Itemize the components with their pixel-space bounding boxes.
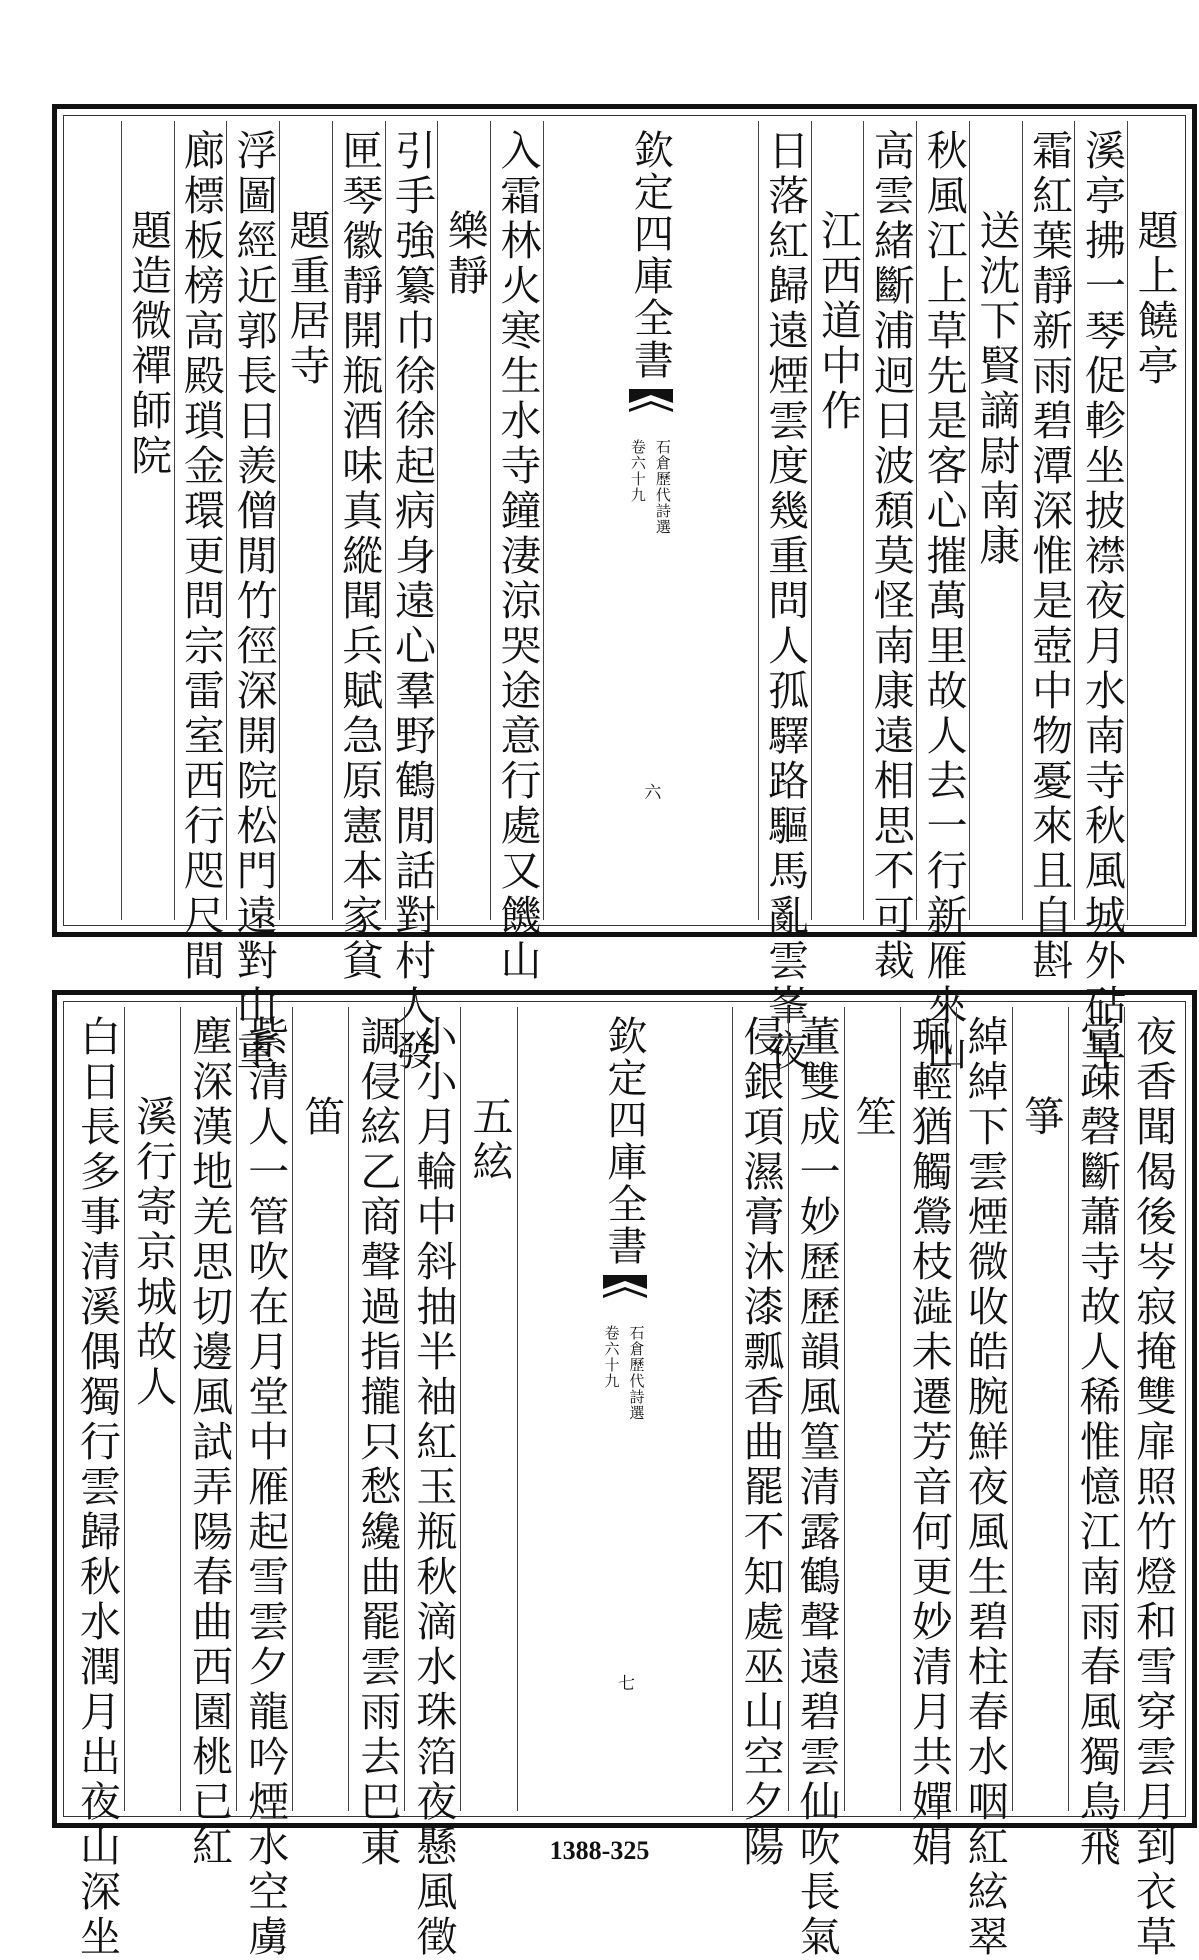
verse-line: 紫清人一管吹在月堂中雁起雪雲夕龍吟煙水空虜 bbox=[241, 1015, 290, 1960]
text-column bbox=[788, 1007, 844, 1960]
verse-line: 秋風江上草先是客心摧萬里故人去一行新雁來山 bbox=[919, 129, 968, 1074]
collection-caption bbox=[602, 1325, 648, 1421]
text-column bbox=[732, 1007, 788, 1870]
poem-title: 題上饒亭 bbox=[1130, 209, 1179, 389]
center-fold-column bbox=[543, 121, 758, 920]
poem-title-column bbox=[279, 121, 332, 920]
poem-title: 笛 bbox=[297, 1095, 346, 1140]
book-title: 欽定四庫全書 bbox=[627, 129, 674, 381]
poem-title-column bbox=[124, 1007, 180, 1811]
poem-title-column bbox=[460, 1007, 516, 1811]
text-column bbox=[236, 1007, 292, 1960]
text-column bbox=[69, 121, 121, 920]
leaf-number: 七 bbox=[614, 1674, 634, 1691]
center-fold-column bbox=[517, 1007, 732, 1811]
poem-title-column bbox=[437, 121, 490, 920]
poem-title: 笙 bbox=[848, 1095, 897, 1140]
text-column bbox=[1074, 121, 1127, 1074]
volume-number: 卷六十九 bbox=[602, 1325, 621, 1389]
verse-line: 廊標板榜高殿瑣金環更問宗雷室西行咫尺間 bbox=[176, 129, 225, 984]
poem-title-column bbox=[844, 1007, 900, 1811]
text-column bbox=[863, 121, 916, 984]
fish-tail-ornament-icon bbox=[603, 1275, 647, 1305]
poem-title-column bbox=[1012, 1007, 1068, 1811]
poem-title: 題造微禪師院 bbox=[124, 209, 173, 479]
verse-line: 堂疎磬斷蕭寺故人稀惟憶江南雨春風獨鳥飛 bbox=[1072, 1015, 1121, 1870]
page-number: 1388-325 bbox=[549, 1836, 650, 1865]
poem-title-column bbox=[292, 1007, 348, 1811]
text-column bbox=[1124, 1007, 1180, 1960]
text-column bbox=[69, 1007, 124, 1960]
verse-line: 綽綽下雲煙微收皓腕鮮夜風生碧柱春水咽紅絃翠 bbox=[960, 1015, 1009, 1960]
book-title: 欽定四庫全書 bbox=[601, 1015, 647, 1267]
verse-line: 日落紅歸遠煙雲度幾重問人孤驛路驅馬亂雲峯夜 bbox=[761, 129, 810, 1074]
fish-tail-ornament-icon bbox=[629, 389, 673, 419]
verse-line: 夜香聞偈後岑寂掩雙扉照竹燈和雪穿雲月到衣草 bbox=[1128, 1015, 1177, 1960]
verse-line: 入霜林火寒生水寺鐘淒涼哭途意行處又饑山 bbox=[493, 129, 542, 984]
text-column bbox=[1068, 1007, 1124, 1870]
volume-number: 卷六十九 bbox=[628, 439, 647, 503]
verse-line: 高雲緒斷浦迥日波頹莫怪南康遠相思不可裁 bbox=[866, 129, 915, 984]
text-column bbox=[226, 121, 279, 1074]
poem-title: 江西道中作 bbox=[814, 209, 863, 434]
poem-title: 題重居寺 bbox=[282, 209, 331, 389]
poem-title-column bbox=[121, 121, 174, 920]
verse-line: 白日長多事清溪偶獨行雲歸秋水潤月出夜山深坐 bbox=[73, 1015, 122, 1960]
verse-line: 溪亭拂一琴促軫坐披襟夜月水南寺秋風城外砧早 bbox=[1077, 129, 1126, 1074]
poem-title-column bbox=[969, 121, 1022, 920]
text-column bbox=[404, 1007, 460, 1960]
verse-line: 侵銀項濕膏沐漆瓢香曲罷不知處巫山空夕陽 bbox=[736, 1015, 785, 1870]
poem-title: 溪行寄京城故人 bbox=[129, 1095, 178, 1410]
poem-title: 樂靜 bbox=[440, 209, 489, 299]
poem-title: 箏 bbox=[1016, 1095, 1065, 1140]
collection-caption bbox=[628, 439, 674, 535]
poem-title-column bbox=[1127, 121, 1180, 920]
poem-title: 送沈下賢謫尉南康 bbox=[972, 209, 1021, 569]
poem-title: 五絃 bbox=[465, 1095, 514, 1185]
poem-title-column bbox=[811, 121, 864, 920]
text-column bbox=[490, 121, 543, 984]
verse-line: 珮輕猶觸鶯枝澁未遷芳音何更妙清月共嬋娟 bbox=[904, 1015, 953, 1870]
upper-page-columns bbox=[69, 121, 1180, 1074]
verse-line: 調侵絃乙商聲過指攏只愁纔曲罷雲雨去巴東 bbox=[353, 1015, 402, 1870]
text-column bbox=[180, 1007, 236, 1870]
text-column bbox=[956, 1007, 1012, 1960]
anthology-name: 石倉歷代詩選 bbox=[653, 439, 672, 535]
text-column bbox=[348, 1007, 404, 1870]
verse-line: 霜紅葉靜新雨碧潭深惟是壺中物憂來且自斟 bbox=[1025, 129, 1074, 984]
verse-line: 塵深漢地羌思切邊風試弄陽春曲西園桃已紅 bbox=[185, 1015, 234, 1870]
verse-line: 匣琴徽靜開瓶酒味真縱聞兵賦急原憲本家貧 bbox=[335, 129, 384, 984]
text-column bbox=[916, 121, 969, 1074]
leaf-number: 六 bbox=[640, 783, 661, 800]
verse-line: 小小月輪中斜抽半袖紅玉瓶秋滴水珠箔夜懸風徵 bbox=[409, 1015, 458, 1960]
text-column bbox=[332, 121, 385, 984]
verse-line: 引手強纂巾徐徐起病身遠心羣野鶴閒話對村人發 bbox=[387, 129, 436, 1074]
text-column bbox=[758, 121, 811, 1074]
text-column bbox=[385, 121, 438, 1074]
text-column bbox=[1022, 121, 1075, 984]
verse-line: 浮圖經近郭長日羨僧閒竹徑深開院松門遠對山重 bbox=[229, 129, 278, 1074]
text-column bbox=[900, 1007, 956, 1870]
upper-page-frame bbox=[52, 104, 1197, 1074]
text-column bbox=[174, 121, 227, 984]
anthology-name: 石倉歷代詩選 bbox=[627, 1325, 646, 1421]
verse-line: 董雙成一妙歷歷韻風篁清露鶴聲遠碧雲仙吹長氣 bbox=[792, 1015, 841, 1960]
